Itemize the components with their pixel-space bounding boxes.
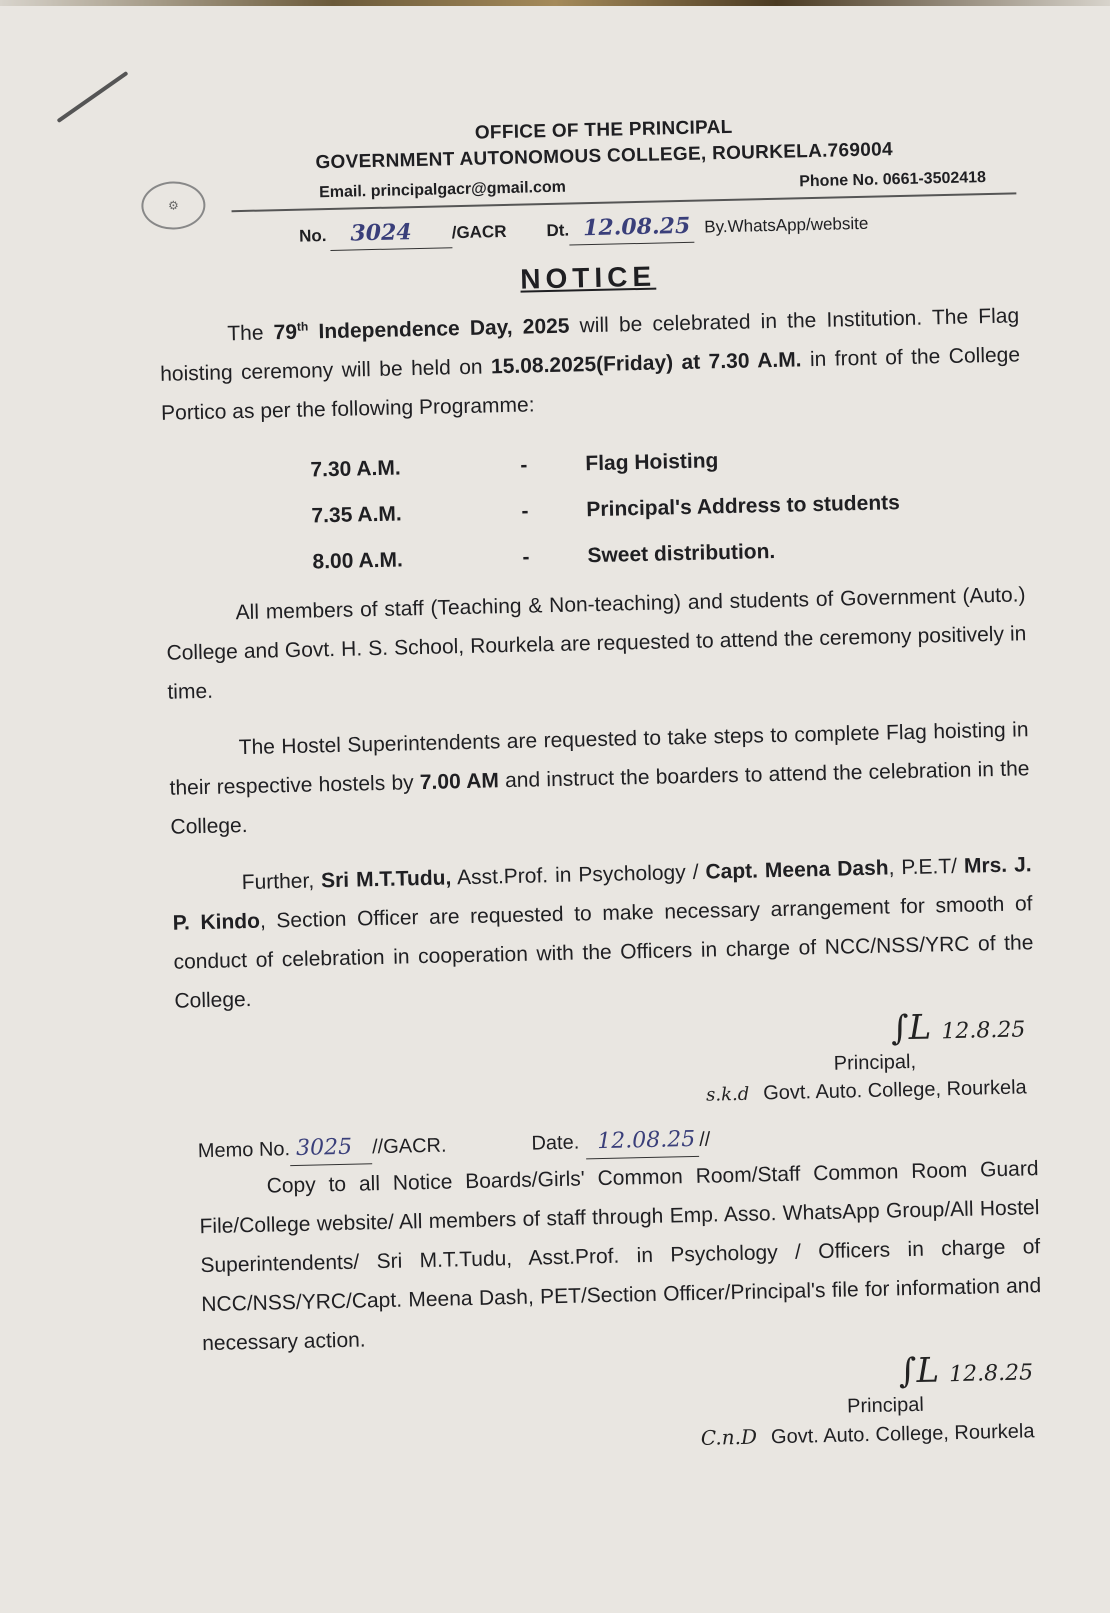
principal-signature-1: ∫L	[890, 1007, 932, 1049]
signature-2-date: 12.8.25	[948, 1360, 1034, 1388]
item: Principal's Address to students	[586, 491, 901, 522]
text: will be celebrated in the Institution. The Flag hoisting ceremony will be held on	[159, 304, 1020, 386]
ordinal-suffix: th	[296, 319, 309, 334]
intro-paragraph	[159, 296, 1021, 432]
further-paragraph	[171, 845, 1034, 1020]
signature-1-title: Principal,	[833, 1050, 917, 1075]
memo-suffix: //GACR.	[371, 1134, 447, 1159]
time: 7.30 A.M.	[310, 456, 401, 482]
event: Independence Day, 2025	[308, 314, 570, 344]
dash: -	[521, 499, 529, 523]
when: 15.08.2025(Friday) at 7.30 A.M.	[490, 348, 802, 379]
dash: -	[520, 453, 528, 477]
name: Sri M.T.Tudu,	[320, 866, 452, 893]
text: in front of the College Portico as per the following Programme:	[160, 343, 1021, 425]
initials-2: C.n.D	[700, 1424, 758, 1450]
text: Further,	[241, 869, 322, 895]
memo-label: Memo No.	[197, 1138, 291, 1163]
text: , P.E.T/	[888, 854, 965, 880]
time: 8.00 A.M.	[312, 548, 404, 574]
text: and instruct the boarders to attend the celebration in the College.	[170, 757, 1030, 839]
signature-block-1	[175, 1005, 1027, 1121]
office-title: OFFICE OF THE PRINCIPAL	[474, 116, 733, 144]
no-label: No.	[298, 226, 327, 246]
signature-block-2	[183, 1348, 1035, 1464]
email: Email. principalgacr@gmail.com	[318, 178, 567, 202]
date-label: Dt.	[546, 220, 570, 241]
principal-signature-2: ∫L	[898, 1350, 940, 1392]
text: , Section Officer are requested to make necessary arrangement for smooth of conduct of celebration in cooperation with the Officers in charge of NCC/NSS/YRC of the College.	[173, 892, 1034, 1013]
name: Mrs. J. P. Kindo	[172, 853, 1032, 935]
signature-1-date: 12.8.25	[941, 1017, 1026, 1045]
memo-date-suffix: //	[698, 1128, 711, 1151]
text: The Hostel Superintendents are requested to take steps to complete Flag hoisting in their respective hostels by	[169, 718, 1029, 800]
name: Capt. Meena Dash	[705, 856, 889, 884]
item: Flag Hoisting	[585, 449, 719, 476]
document-body	[155, 108, 1045, 1478]
memo-value: 3025	[290, 1131, 373, 1166]
notice-title: NOTICE	[519, 260, 657, 295]
time: 7.00 AM	[419, 769, 500, 795]
date-value: 12.08.25	[569, 210, 695, 246]
hostel-paragraph	[168, 710, 1030, 846]
delivery-mode: By.WhatsApp/website	[704, 213, 869, 237]
signature-2-title: Principal	[846, 1393, 925, 1418]
staff-paragraph: All members of staff (Teaching & Non-teaching) and students of Government (Auto.) College and Govt. H. S. School, Rourkela are requested to attend the ceremony positively in time.	[166, 583, 1027, 704]
dash: -	[522, 545, 530, 569]
signature-2-org: Govt. Auto. College, Rourkela	[770, 1420, 1035, 1449]
college-name: GOVERNMENT AUTONOMOUS COLLEGE, ROURKELA.769004	[315, 139, 894, 174]
signature-1-org: Govt. Auto. College, Rourkela	[762, 1076, 1027, 1105]
memo-date-value: 12.08.25	[585, 1124, 700, 1160]
copy-paragraph: Copy to all Notice Boards/Girls' Common Room/Staff Common Room Guard File/College website/ All members of staff through Emp. Asso. WhatsApp Group/All Hostel Superintendents/ Sri M.T.Tudu, Asst.Prof. in Psychology / Officers in charge of NCC/NSS/YRC/Capt. Meena Dash, PET/Section Officer/Principal's file for information and necessary action.	[199, 1157, 1042, 1356]
programme-list	[162, 431, 1025, 588]
text: The	[227, 321, 274, 346]
initials-1: s.k.d	[705, 1083, 750, 1106]
ordinal: 79	[273, 320, 298, 345]
time: 7.35 A.M.	[311, 502, 402, 528]
item: Sweet distribution.	[587, 539, 776, 568]
college-seal-icon: ⚙	[141, 181, 206, 230]
no-suffix: /GACR	[451, 221, 507, 243]
phone: Phone No. 0661-3502418	[799, 169, 987, 191]
memo-date-label: Date.	[531, 1131, 580, 1155]
text: Asst.Prof. in Psychology /	[451, 860, 706, 890]
no-value: 3024	[330, 215, 452, 251]
